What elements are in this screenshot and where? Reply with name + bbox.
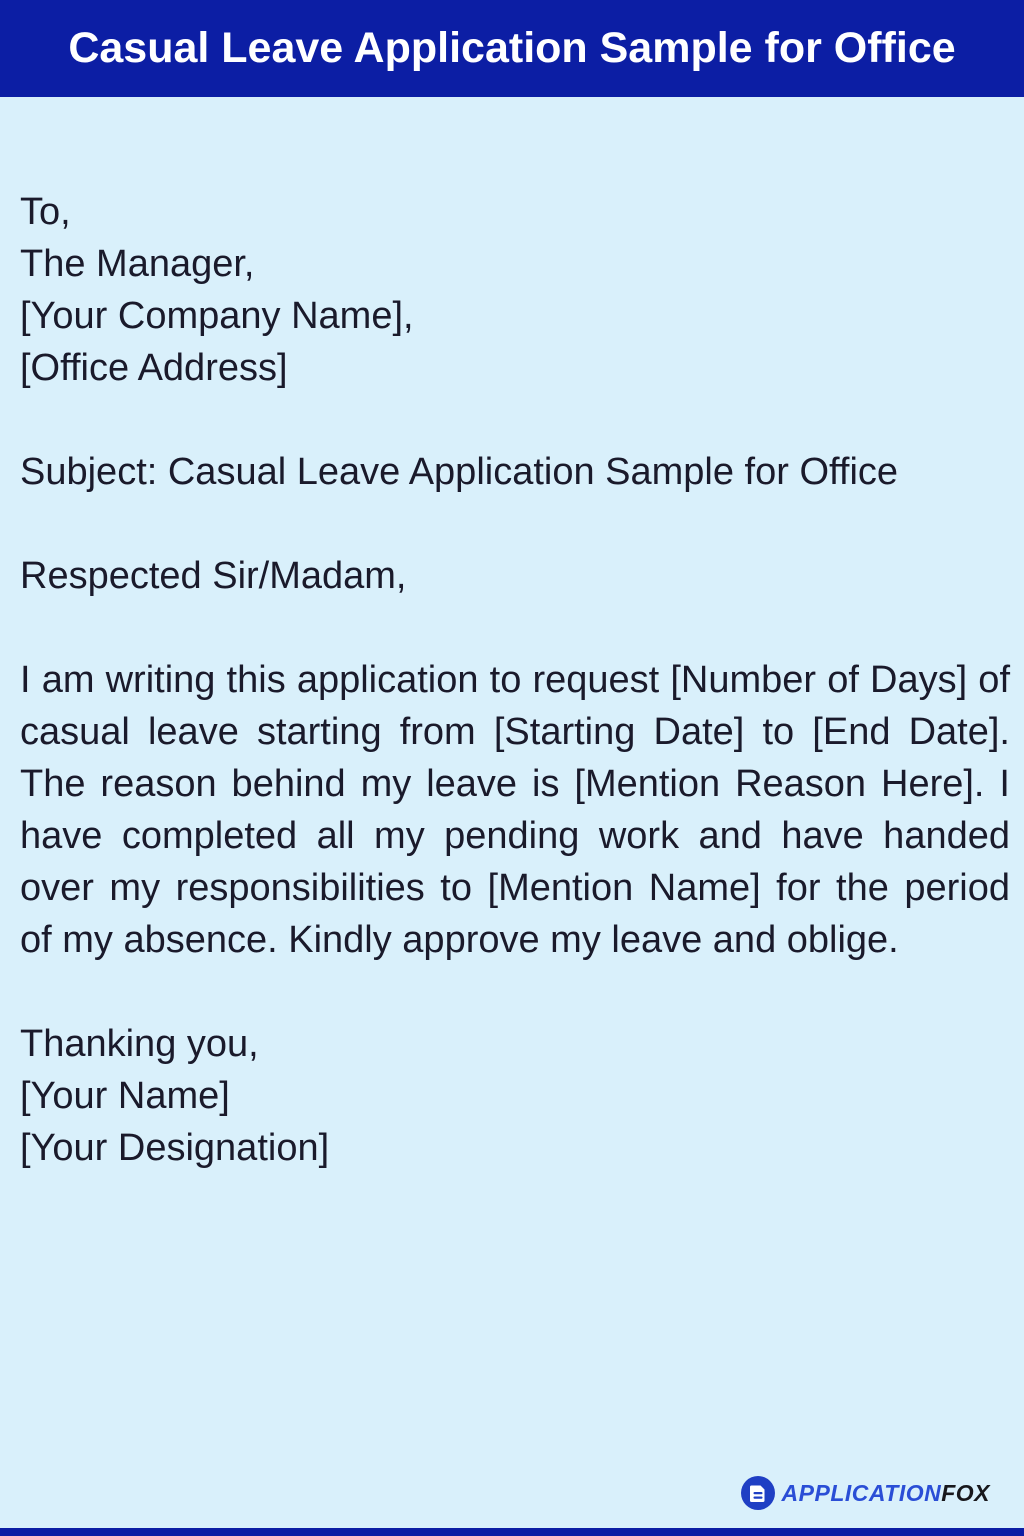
brand-name-primary: APPLICATION: [781, 1479, 942, 1506]
recipient-line: To,: [20, 191, 71, 233]
salutation: Respected Sir/Madam,: [20, 555, 407, 597]
subject-line: Subject: Casual Leave Application Sample for Office: [20, 451, 899, 493]
document-icon: [741, 1476, 775, 1510]
letter-content: [0, 97, 1024, 1174]
recipient-line: [Office Address]: [20, 347, 288, 389]
closing-line: [Your Name]: [20, 1075, 230, 1117]
page-title: Casual Leave Application Sample for Office: [68, 24, 956, 72]
brand-name: [782, 1480, 990, 1507]
closing-line: [Your Designation]: [20, 1127, 330, 1169]
closing-block: [20, 1018, 1010, 1174]
closing-line: Thanking you,: [20, 1023, 259, 1065]
bottom-border-bar: [0, 1528, 1024, 1536]
letter-body: I am writing this application to request [Number of Days] of casual leave starting from [Starting Date] to [End Date]. The reason behind my leave is [Mention Reason Here]. I have completed all my pending work and have handed over my responsibilities to [Mention Name] for the period of my absence. Kindly approve my leave and oblige.: [20, 659, 1010, 961]
brand-name-secondary: FOX: [941, 1479, 990, 1506]
recipient-block: [20, 186, 1010, 394]
brand-logo: [741, 1476, 990, 1510]
recipient-line: [Your Company Name],: [20, 295, 414, 337]
recipient-line: The Manager,: [20, 243, 255, 285]
title-banner: [0, 0, 1024, 97]
